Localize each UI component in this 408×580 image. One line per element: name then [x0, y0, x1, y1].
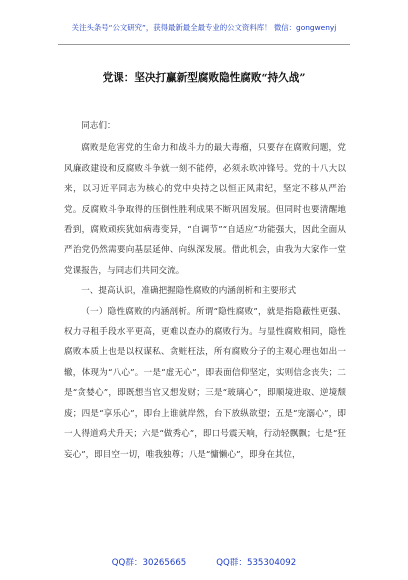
greeting: 同志们：: [81, 121, 116, 131]
qq-group-1: QQ群：30265665: [111, 558, 187, 568]
body-paragraph: （一）隐性腐败的内涵剖析。所谓“隐性腐败”，就是指隐蔽性更强、权力寻租手段水平更高，更难以查办的腐败行为。与显性腐败相同，隐性腐败本质上也是以权谋私、贪赃枉法，所有腐败分子的主观心理也如出一辙，体现为“八心”。一是“虚无心”，即表面信仰坚定，实则信念丧失；二是“贪婪心”，即既想当官又想发财；三是“玻璃心”，即顺境进取、逆境颓废；四是“享乐心”，即台上谁就岸然，台下放纵欲望；五是“宠溺心”，即一人得道鸡犬升天；六是“做秀心”，即口号震天响，行动轻飘飘；七是“狂妄心”，即目空一切，唯我独尊；八是“慵懒心”，即身在其位，: [64, 306, 346, 460]
document-title: 党课：坚决打赢新型腐败隐性腐败“持久战”: [102, 72, 306, 84]
document-body: [64, 102, 346, 465]
header-banner: 关注头条号“公文研究”，获得最新最全最专业的公文资料库！ 微信：gongwenyj: [71, 23, 337, 32]
section-heading: 一、提高认识，准确把握隐性腐败的内涵剖析和主要形式: [81, 286, 297, 297]
body-paragraph: 腐败是危害党的生命力和战斗力的最大毒瘤，只要存在腐败问题，党风廉政建设和反腐败斗争就一刻不能停，必须永吹冲锋号。党的十八大以来，以习近平同志为核心的党中央持之以恒正风肃纪，坚定不移从严治党。反腐败斗争取得的压倒性胜利成果不断巩固发展。但同时也要清醒地看到，腐败顽疾犹如病毒变异，“自调节”“自适应”功能强大，因此全面从严治党仍然需要向基层延伸、向纵深发展。借此机会，由我为大家作一堂党课报告，与同志们共同交流。: [64, 143, 346, 276]
header-divider: [58, 44, 350, 45]
qq-group-2: QQ群：535304092: [216, 558, 297, 568]
footer-qq-groups: [0, 556, 408, 568]
